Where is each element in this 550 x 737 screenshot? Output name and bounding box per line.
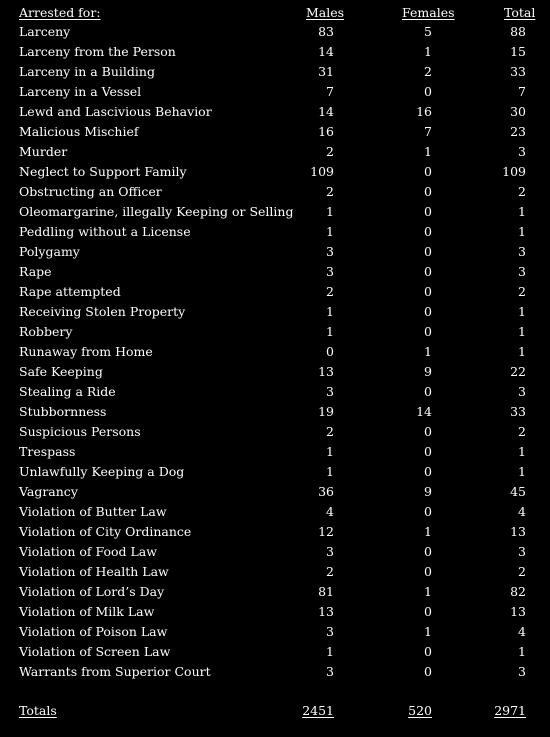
row-males: 3 bbox=[326, 624, 334, 639]
table-row bbox=[0, 282, 550, 302]
table-row bbox=[0, 222, 550, 242]
table-row bbox=[0, 442, 550, 462]
row-total: 33 bbox=[510, 64, 526, 79]
row-males: 3 bbox=[326, 244, 334, 259]
row-label: Stealing a Ride bbox=[19, 384, 116, 399]
table-row bbox=[0, 582, 550, 602]
table-row bbox=[0, 122, 550, 142]
table-row bbox=[0, 42, 550, 62]
row-females: 0 bbox=[424, 264, 432, 279]
row-females: 0 bbox=[424, 644, 432, 659]
table-row bbox=[0, 22, 550, 42]
row-males: 1 bbox=[326, 224, 334, 239]
row-label: Suspicious Persons bbox=[19, 424, 141, 439]
row-label: Stubbornness bbox=[19, 404, 107, 419]
row-males: 14 bbox=[318, 104, 334, 119]
table-row bbox=[0, 542, 550, 562]
row-total: 3 bbox=[518, 144, 526, 159]
header-total: Total bbox=[504, 5, 536, 20]
row-label: Violation of Poison Law bbox=[19, 624, 168, 639]
row-total: 13 bbox=[510, 524, 526, 539]
row-label: Lewd and Lascivious Behavior bbox=[19, 104, 212, 119]
row-females: 0 bbox=[424, 244, 432, 259]
row-total: 15 bbox=[510, 44, 526, 59]
row-females: 0 bbox=[424, 564, 432, 579]
table-row bbox=[0, 362, 550, 382]
table-row bbox=[0, 662, 550, 682]
row-females: 1 bbox=[424, 524, 432, 539]
row-males: 2 bbox=[326, 564, 334, 579]
totals-row bbox=[0, 701, 550, 721]
row-males: 1 bbox=[326, 204, 334, 219]
row-females: 0 bbox=[424, 504, 432, 519]
row-label: Polygamy bbox=[19, 244, 80, 259]
row-males: 19 bbox=[318, 404, 334, 419]
row-label: Safe Keeping bbox=[19, 364, 103, 379]
totals-label: Totals bbox=[19, 703, 57, 718]
row-males: 3 bbox=[326, 384, 334, 399]
totals-males: 2451 bbox=[302, 703, 334, 718]
row-label: Larceny bbox=[19, 24, 71, 39]
row-females: 0 bbox=[424, 444, 432, 459]
row-label: Oleomargarine, illegally Keeping or Selling bbox=[19, 204, 294, 219]
row-total: 4 bbox=[518, 624, 526, 639]
header-arrested-for: Arrested for: bbox=[19, 5, 101, 20]
table-row bbox=[0, 562, 550, 582]
row-females: 0 bbox=[424, 164, 432, 179]
row-males: 1 bbox=[326, 644, 334, 659]
row-total: 2 bbox=[518, 284, 526, 299]
row-males: 12 bbox=[318, 524, 334, 539]
row-label: Larceny in a Vessel bbox=[19, 84, 142, 99]
table-row bbox=[0, 462, 550, 482]
table-row bbox=[0, 182, 550, 202]
row-females: 0 bbox=[424, 284, 432, 299]
row-males: 109 bbox=[310, 164, 334, 179]
row-males: 1 bbox=[326, 444, 334, 459]
table-row bbox=[0, 642, 550, 662]
row-label: Rape attempted bbox=[19, 284, 121, 299]
row-males: 13 bbox=[318, 364, 334, 379]
header-males: Males bbox=[306, 5, 345, 20]
row-males: 31 bbox=[318, 64, 334, 79]
row-label: Peddling without a License bbox=[19, 224, 191, 239]
table-row bbox=[0, 62, 550, 82]
row-males: 36 bbox=[318, 484, 334, 499]
row-males: 0 bbox=[326, 344, 334, 359]
row-males: 2 bbox=[326, 424, 334, 439]
table-header bbox=[0, 3, 550, 23]
row-males: 16 bbox=[318, 124, 334, 139]
row-label: Violation of Health Law bbox=[19, 564, 169, 579]
row-total: 2 bbox=[518, 564, 526, 579]
row-males: 1 bbox=[326, 464, 334, 479]
row-females: 0 bbox=[424, 84, 432, 99]
row-label: Rape bbox=[19, 264, 52, 279]
row-females: 1 bbox=[424, 624, 432, 639]
row-females: 5 bbox=[424, 24, 432, 39]
row-total: 33 bbox=[510, 404, 526, 419]
row-total: 1 bbox=[518, 344, 526, 359]
table-row bbox=[0, 162, 550, 182]
table-row bbox=[0, 482, 550, 502]
row-total: 3 bbox=[518, 384, 526, 399]
row-females: 0 bbox=[424, 424, 432, 439]
row-females: 0 bbox=[424, 544, 432, 559]
row-total: 1 bbox=[518, 464, 526, 479]
table-row bbox=[0, 102, 550, 122]
row-females: 16 bbox=[416, 104, 432, 119]
table-row bbox=[0, 322, 550, 342]
row-total: 82 bbox=[510, 584, 526, 599]
row-total: 45 bbox=[510, 484, 526, 499]
row-females: 1 bbox=[424, 44, 432, 59]
row-total: 2 bbox=[518, 424, 526, 439]
table-row bbox=[0, 422, 550, 442]
row-label: Violation of Food Law bbox=[19, 544, 157, 559]
table-row bbox=[0, 622, 550, 642]
row-total: 30 bbox=[510, 104, 526, 119]
row-total: 1 bbox=[518, 204, 526, 219]
row-females: 0 bbox=[424, 204, 432, 219]
totals-total: 2971 bbox=[494, 703, 526, 718]
row-males: 1 bbox=[326, 304, 334, 319]
row-total: 1 bbox=[518, 444, 526, 459]
row-females: 1 bbox=[424, 344, 432, 359]
row-total: 3 bbox=[518, 264, 526, 279]
row-males: 4 bbox=[326, 504, 334, 519]
row-males: 81 bbox=[318, 584, 334, 599]
row-label: Violation of Screen Law bbox=[19, 644, 171, 659]
row-males: 2 bbox=[326, 284, 334, 299]
row-males: 3 bbox=[326, 664, 334, 679]
row-label: Larceny from the Person bbox=[19, 44, 176, 59]
row-total: 1 bbox=[518, 304, 526, 319]
row-total: 22 bbox=[510, 364, 526, 379]
row-females: 0 bbox=[424, 464, 432, 479]
row-label: Runaway from Home bbox=[19, 344, 153, 359]
row-total: 1 bbox=[518, 324, 526, 339]
row-total: 109 bbox=[502, 164, 526, 179]
row-label: Neglect to Support Family bbox=[19, 164, 187, 179]
row-females: 0 bbox=[424, 324, 432, 339]
table-row bbox=[0, 382, 550, 402]
table-row bbox=[0, 302, 550, 322]
table-row bbox=[0, 502, 550, 522]
table-row bbox=[0, 82, 550, 102]
row-total: 23 bbox=[510, 124, 526, 139]
row-females: 0 bbox=[424, 184, 432, 199]
row-label: Malicious Mischief bbox=[19, 124, 139, 139]
row-label: Receiving Stolen Property bbox=[19, 304, 186, 319]
row-males: 13 bbox=[318, 604, 334, 619]
table-row bbox=[0, 522, 550, 542]
row-label: Trespass bbox=[19, 444, 76, 459]
row-total: 13 bbox=[510, 604, 526, 619]
row-females: 9 bbox=[424, 484, 432, 499]
row-males: 3 bbox=[326, 544, 334, 559]
row-females: 1 bbox=[424, 584, 432, 599]
row-label: Unlawfully Keeping a Dog bbox=[19, 464, 185, 479]
row-total: 7 bbox=[518, 84, 526, 99]
row-males: 2 bbox=[326, 184, 334, 199]
row-males: 7 bbox=[326, 84, 334, 99]
row-label: Larceny in a Building bbox=[19, 64, 155, 79]
table-row bbox=[0, 242, 550, 262]
row-label: Obstructing an Officer bbox=[19, 184, 162, 199]
table-row bbox=[0, 402, 550, 422]
row-females: 14 bbox=[416, 404, 432, 419]
row-males: 2 bbox=[326, 144, 334, 159]
row-total: 1 bbox=[518, 644, 526, 659]
row-label: Robbery bbox=[19, 324, 73, 339]
row-females: 0 bbox=[424, 664, 432, 679]
row-total: 3 bbox=[518, 544, 526, 559]
row-females: 9 bbox=[424, 364, 432, 379]
table-row bbox=[0, 342, 550, 362]
row-total: 3 bbox=[518, 244, 526, 259]
row-label: Violation of Butter Law bbox=[19, 504, 167, 519]
row-females: 0 bbox=[424, 224, 432, 239]
table-row bbox=[0, 262, 550, 282]
row-females: 0 bbox=[424, 304, 432, 319]
row-males: 3 bbox=[326, 264, 334, 279]
row-females: 2 bbox=[424, 64, 432, 79]
row-total: 88 bbox=[510, 24, 526, 39]
row-females: 7 bbox=[424, 124, 432, 139]
row-total: 4 bbox=[518, 504, 526, 519]
totals-females: 520 bbox=[408, 703, 432, 718]
row-label: Vagrancy bbox=[19, 484, 78, 499]
row-label: Murder bbox=[19, 144, 68, 159]
row-females: 1 bbox=[424, 144, 432, 159]
table-row bbox=[0, 142, 550, 162]
header-females: Females bbox=[402, 5, 455, 20]
row-total: 2 bbox=[518, 184, 526, 199]
row-label: Violation of Milk Law bbox=[19, 604, 155, 619]
row-total: 1 bbox=[518, 224, 526, 239]
row-females: 0 bbox=[424, 384, 432, 399]
table-row bbox=[0, 202, 550, 222]
row-label: Warrants from Superior Court bbox=[19, 664, 211, 679]
table-row bbox=[0, 602, 550, 622]
row-males: 83 bbox=[318, 24, 334, 39]
row-females: 0 bbox=[424, 604, 432, 619]
row-label: Violation of Lord’s Day bbox=[19, 584, 165, 599]
row-males: 14 bbox=[318, 44, 334, 59]
row-label: Violation of City Ordinance bbox=[19, 524, 192, 539]
row-total: 3 bbox=[518, 664, 526, 679]
row-males: 1 bbox=[326, 324, 334, 339]
